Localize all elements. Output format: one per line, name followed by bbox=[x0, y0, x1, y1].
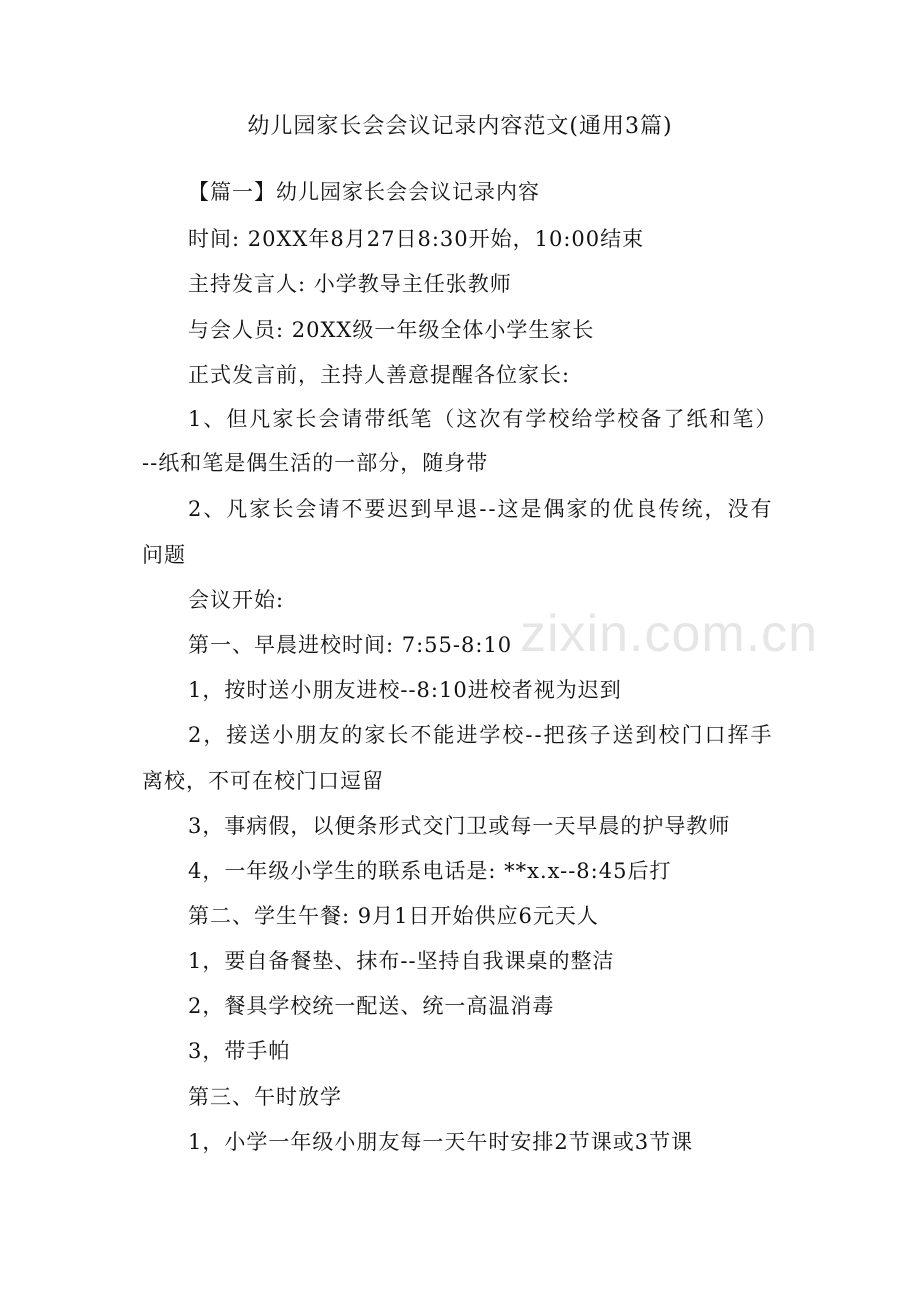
document-title: 幼儿园家长会会议记录内容范文(通用3篇) bbox=[247, 114, 673, 139]
meeting-attendees: 与会人员: 20XX级一年级全体小学生家长 bbox=[188, 318, 595, 342]
meeting-start: 会议开始: bbox=[188, 588, 285, 612]
arrival-item-1: 1，按时送小朋友进校--8:10进校者视为迟到 bbox=[188, 678, 622, 702]
section-heading-1: 【篇一】幼儿园家长会会议记录内容 bbox=[188, 180, 540, 204]
watermark: zixin.com.cn bbox=[520, 605, 819, 663]
meeting-time: 时间: 20XX年8月27日8:30开始，10:00结束 bbox=[188, 227, 645, 251]
reminder-item-2-cont: 问题 bbox=[142, 543, 186, 567]
lunch-item-1: 1，要自备餐垫、抹布--坚持自我课桌的整洁 bbox=[188, 949, 615, 973]
reminder-item-1: 1、但凡家长会请带纸笔（这次有学校给学校备了纸和笔） bbox=[188, 407, 779, 431]
reminder-item-2: 2、凡家长会请不要迟到早退--这是偶家的优良传统，没有 bbox=[188, 497, 774, 521]
dismissal-item-1: 1，小学一年级小朋友每一天午时安排2节课或3节课 bbox=[188, 1130, 694, 1154]
lunch-item-3: 3，带手帕 bbox=[188, 1039, 291, 1063]
section-afternoon-dismissal: 第三、午时放学 bbox=[188, 1085, 342, 1109]
reminder-item-1-cont: --纸和笔是偶生活的一部分，随身带 bbox=[142, 451, 489, 475]
reminder-intro: 正式发言前，主持人善意提醒各位家长: bbox=[188, 363, 571, 387]
meeting-host: 主持发言人: 小学教导主任张教师 bbox=[188, 272, 512, 296]
lunch-item-2: 2，餐具学校统一配送、统一高温消毒 bbox=[188, 994, 555, 1018]
arrival-item-2: 2，接送小朋友的家长不能进学校--把孩子送到校门口挥手 bbox=[188, 723, 774, 747]
arrival-item-4: 4，一年级小学生的联系电话是: **x.x--8:45后打 bbox=[188, 859, 672, 883]
arrival-item-3: 3，事病假，以便条形式交门卫或每一天早晨的护导教师 bbox=[188, 814, 731, 838]
section-lunch: 第二、学生午餐: 9月1日开始供应6元天人 bbox=[188, 904, 599, 928]
section-morning-arrival: 第一、早晨进校时间: 7:55-8:10 bbox=[188, 633, 513, 657]
arrival-item-2-cont: 离校，不可在校门口逗留 bbox=[142, 769, 384, 793]
